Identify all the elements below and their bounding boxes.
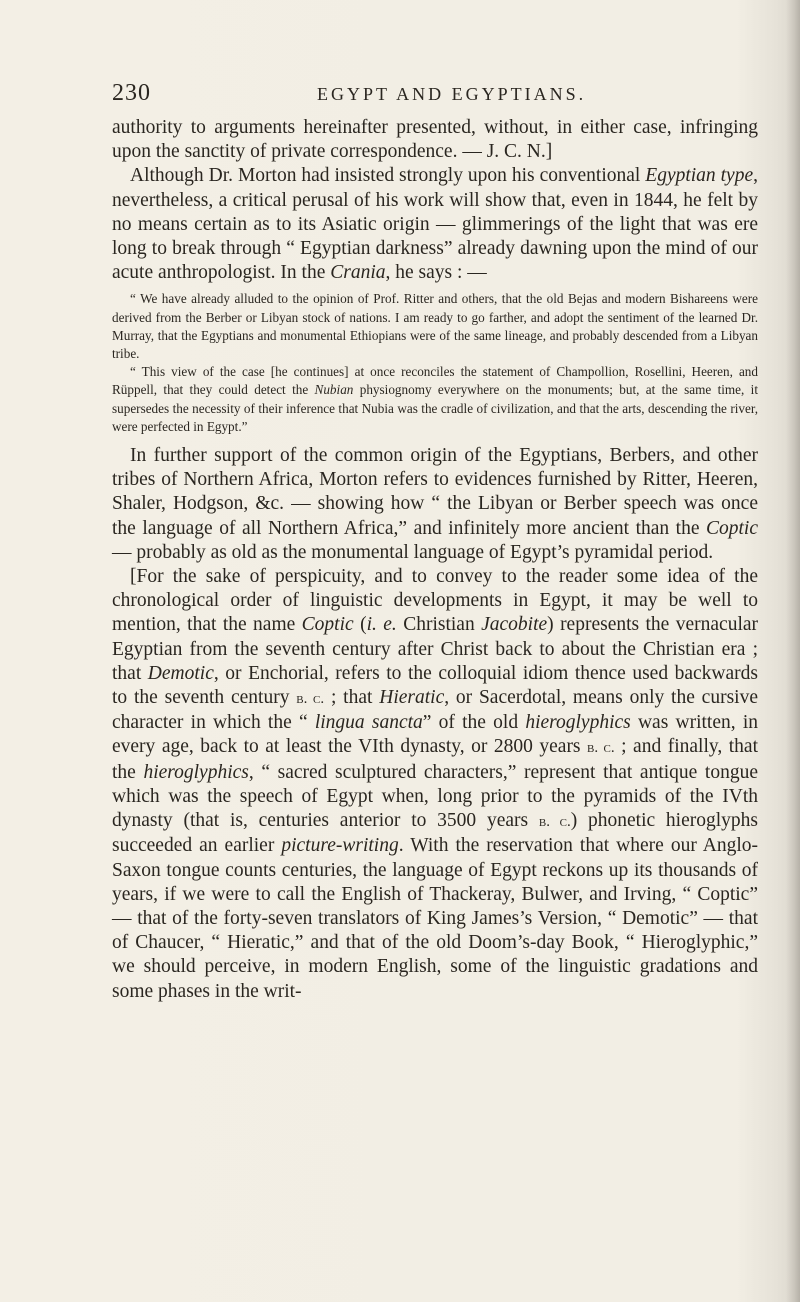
italic-term: Coptic: [301, 614, 354, 636]
block-quote-2: [112, 363, 758, 436]
text-run: ; that: [324, 687, 380, 709]
paragraph-continued: [112, 116, 758, 164]
text-run: physiognomy everywhere on the monuments; but, at the same time, it supersedes the necessity of their inference that Nubia was the cradle of civilization, and that the arts, descending the river, were perfected in Egypt.”: [112, 382, 758, 434]
paragraph-morton: [112, 164, 758, 285]
italic-term: picture-writing: [281, 835, 399, 857]
block-quote-1: [112, 290, 758, 363]
text-run: — probably as old as the monumental language of Egypt’s pyramidal period.: [112, 541, 714, 563]
text-run: Christian: [396, 614, 482, 636]
italic-term: i. e.: [366, 614, 397, 636]
text-run: Although Dr. Morton had insisted strongly upon his conventional: [130, 165, 646, 187]
text-run: , he says : —: [385, 262, 487, 284]
running-head: EGYPT AND EGYPTIANS.: [317, 84, 587, 104]
page-number: 230: [112, 80, 151, 106]
text-run: was written, in every age, back to at least the VIth dynasty, or 2800 years: [112, 712, 758, 758]
italic-term: lingua sancta: [314, 712, 423, 734]
text-run: , or Enchorial, refers to the colloquial idiom thence used backwards to the seventh century: [112, 662, 758, 709]
body-text: [112, 116, 758, 1004]
text-run: (: [353, 614, 367, 636]
text-run: [For the sake of perspicuity, and to convey to the reader some idea of the chronological order of linguistic developments in Egypt, it may be well to mention, that the name: [112, 566, 758, 636]
page-edge-shadow: [786, 0, 800, 1302]
italic-term: Jacobite: [481, 614, 548, 636]
text-run: ) phonetic hieroglyphs succeeded an earlier: [112, 810, 758, 857]
italic-term: Egyptian type: [645, 165, 754, 187]
text-run: “ This view of the case [he continues] at once reconciles the statement of Champollion, Rosellini, Heeren, and Rüppell, that they could detect the: [112, 364, 758, 398]
small-caps-era: b. c.: [538, 814, 571, 831]
italic-term: Crania: [330, 262, 386, 284]
paragraph-common-origin: [112, 444, 758, 565]
text-run: ; and finally, that the: [112, 736, 758, 783]
paragraph-linguistic: [112, 565, 758, 1004]
text-run: ) represents the vernacular Egyptian from the seventh century after Christ back to about the Christian era ; that: [112, 614, 759, 684]
italic-term: hieroglyphics: [143, 761, 249, 783]
page-header: [112, 80, 752, 110]
text-run: , “ sacred sculptured characters,” represent that antique tongue which was the speech of Egypt when, long prior to the pyramids of the IVth dynasty (that is, centuries anterior to 3500 years: [112, 761, 758, 832]
text-run: . With the reservation that where our Anglo-Saxon tongue counts centuries, the language of Egypt reckons up its thousands of years, if we were to call the English of Thackeray, Bulwer, and Irving, “ Coptic” — that of the forty-seven translators of King James’s Version, “ Demotic” — that of Chaucer, “ Hieratic,” and that of the old Doom’s-day Book, “ Hieroglyphic,” we should perceive, in modern English, some of the linguistic gradations and some phases in the writ-: [112, 835, 758, 1002]
text-run: , nevertheless, a critical perusal of his work will show that, even in 1844, he felt by no means certain as to its Asiatic origin — glimmerings of the light that was ere long to break through “ Egyptian darkness” already dawning upon the mind of our acute anthropologist. In the: [112, 165, 758, 284]
italic-term: Nubian: [314, 382, 354, 398]
small-caps-era: b. c.: [587, 740, 615, 757]
italic-term: hieroglyphics: [525, 712, 631, 734]
italic-term: Hieratic: [379, 687, 445, 709]
italic-term: Coptic: [706, 517, 758, 539]
small-caps-era: b. c.: [296, 691, 325, 708]
text-run: In further support of the common origin of the Egyptians, Berbers, and other tribes of Northern Africa, Morton refers to evidences furnished by Ritter, Heeren, Shaler, Hodgson, &c. — showing how “ the Libyan or Berber speech was once the language of all Northern Africa,” and infinitely more ancient than the: [112, 445, 758, 539]
text-run: ” of the old: [422, 712, 526, 734]
paragraph-text: authority to arguments hereinafter presented, without, in either case, infringing upon the sanctity of private correspondence. — J. C. N.]: [112, 117, 758, 163]
text-run: , or Sacerdotal, means only the cursive character in which the “: [112, 687, 758, 734]
quote-text: “ We have already alluded to the opinion of Prof. Ritter and others, that the old Bejas and modern Bishareens were derived from the Berber or Libyan stock of nations. I am ready to go farther, and adopt the sentiment of the learned Dr. Murray, that the Egyptians and monumental Ethiopians were of the same lineage, and probably descended from a Libyan tribe.: [112, 291, 758, 362]
italic-term: Demotic: [147, 662, 214, 684]
